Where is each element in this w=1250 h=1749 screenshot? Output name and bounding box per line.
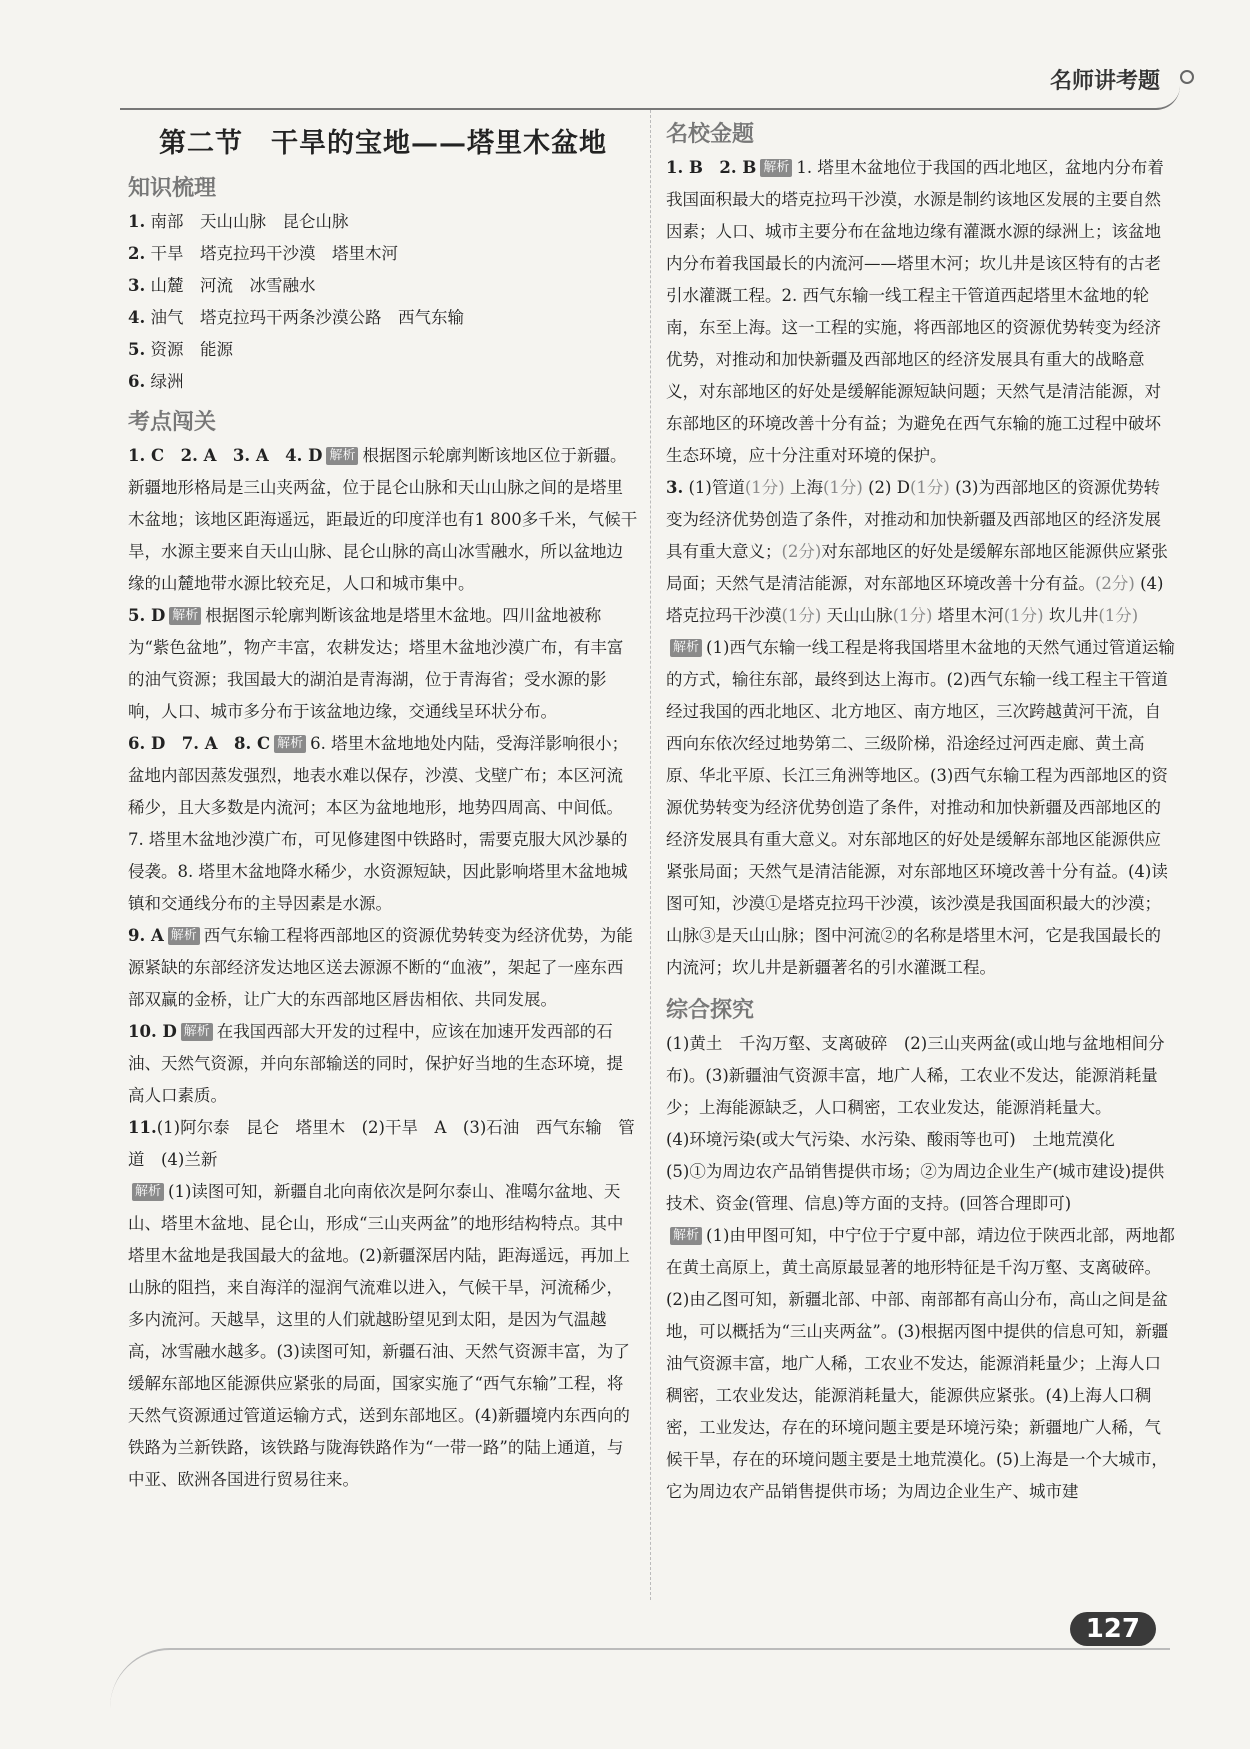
- section-heading-knowledge: 知识梳理: [128, 175, 217, 201]
- list-item: 3. 山麓 河流 冰雪融水: [128, 276, 316, 295]
- footer-curve: [110, 1648, 1170, 1710]
- answer-block-zonghe-1: (1)黄土 千沟万壑、支离破碎 (2)三山夹两盆(或山地与盆地相间分布)。(3)新疆油气资源丰富，地广人稀，工农业不发达，能源消耗量少；上海能源缺乏，人口稠密，工农业发达，能源消耗量大。: [666, 1034, 1165, 1117]
- column-divider: [650, 110, 651, 1600]
- analysis-tag: 解析: [181, 1023, 213, 1041]
- list-item: 2. 干旱 塔克拉玛干沙漠 塔里木河: [128, 244, 398, 263]
- analysis-block-zonghe: 解析 (1)由甲图可知，中宁位于宁夏中部，靖边位于陕西北部，两地都在黄土高原上，黄土高原最显著的地形特征是千沟万壑、支离破碎。(2)由乙图可知，新疆北部、中部、南部都有高山分布，高山之间是盆地，可以概括为“三山夹两盆”。(3)根据丙图中提供的信息可知，新疆油气资源丰富，地广人稀，工农业不发达，能源消耗量少；上海人口稠密，工农业发达，能源消耗量大，能源供应紧张。(4)上海人口稠密，工业发达，存在的环境问题主要是环境污染；新疆地广人稀，气候干旱，存在的环境问题主要是土地荒漠化。(5)上海是一个大城市，它为周边农产品销售提供市场；为周边企业生产、城市建: [666, 1226, 1175, 1501]
- answer-block-11: 11.(1)阿尔泰 昆仑 塔里木 (2)干旱 A (3)石油 西气东输 管道 (4)兰新: [128, 1118, 635, 1169]
- answer-block-9: 9. A 解析 西气东输工程将西部地区的资源优势转变为经济优势，为能源紧缺的东部经济发达地区送去源源不断的“血液”，架起了一座东西部双赢的金桥，让广大的东西部地区唇齿相依、共同发展。: [128, 926, 633, 1009]
- section-heading-mingxiao: 名校金题: [666, 121, 755, 147]
- analysis-tag: 解析: [760, 159, 792, 177]
- left-column: [128, 118, 638, 1496]
- list-item: 4. 油气 塔克拉玛干两条沙漠公路 西气东输: [128, 308, 464, 327]
- analysis-tag: 解析: [670, 1227, 702, 1245]
- knowledge-list: [128, 206, 638, 398]
- page-number-badge: [1040, 1612, 1170, 1652]
- answer-block-1-4: 1. C 2. A 3. A 4. D 解析 根据图示轮廓判断该地区位于新疆。新疆地形格局是三山夹两盆，位于昆仑山脉和天山山脉之间的是塔里木盆地；该地区距海遥远，距最近的印度洋也有1 800多千米，气候干旱，水源主要来自天山山脉、昆仑山脉的高山冰雪融水，所以盆地边缘的山麓地带水源比较充足，人口和城市集中。: [128, 446, 638, 593]
- analysis-block-3: 解析 (1)西气东输一线工程是将我国塔里木盆地的天然气通过管道运输的方式，输往东部，最终到达上海市。(2)西气东输一线工程主干管道经过我国的西北地区、北方地区、南方地区，三次跨越黄河干流，自西向东依次经过地势第二、三级阶梯，沿途经过河西走廊、黄土高原、华北平原、长江三角洲等地区。(3)西气东输工程为西部地区的资源优势转变为经济优势创造了条件，对推动和加快新疆及西部地区的经济发展具有重大意义。对东部地区的好处是缓解东部地区能源供应紧张局面；天然气是清洁能源，对东部地区环境改善十分有益。(4)读图可知，沙漠①是塔克拉玛干沙漠，该沙漠是我国面积最大的沙漠；山脉③是天山山脉；图中河流②的名称是塔里木河，它是我国最长的内流河；坎儿井是新疆著名的引水灌溉工程。: [666, 638, 1175, 977]
- list-item: 1. 南部 天山山脉 昆仑山脉: [128, 212, 349, 231]
- right-column: [666, 118, 1176, 1508]
- section-heading-zonghe: 综合探究: [666, 997, 755, 1023]
- analysis-tag: 解析: [326, 447, 358, 465]
- analysis-tag: 解析: [132, 1183, 164, 1201]
- analysis-tag: 解析: [274, 735, 306, 753]
- answer-block-zonghe-4: (4)环境污染(或大气污染、水污染、酸雨等也可) 土地荒漠化: [666, 1130, 1115, 1149]
- list-item: 6. 绿洲: [128, 372, 184, 391]
- page-number: 127: [1070, 1612, 1156, 1646]
- answer-block-10: 10. D 解析 在我国西部大开发的过程中，应该在加速开发西部的石油、天然气资源，并向东部输送的同时，保护好当地的生态环境，提高人口素质。: [128, 1022, 623, 1105]
- answer-block-3: 3. (1)管道(1分) 上海(1分) (2) D(1分) (3)为西部地区的资源优势转变为经济优势创造了条件，对推动和加快新疆及西部地区的经济发展具有重大意义；(2分)对东部地区的好处是缓解东部地区能源供应紧张局面；天然气是清洁能源，对东部地区环境改善十分有益。(2分) (4)塔克拉玛干沙漠(1分) 天山山脉(1分) 塔里木河(1分) 坎儿井(1分): [666, 478, 1168, 625]
- analysis-tag: 解析: [168, 927, 200, 945]
- section-heading-kaodian: 考点闯关: [128, 409, 217, 435]
- answer-block-1-2: 1. B 2. B 解析 1. 塔里木盆地位于我国的西北地区，盆地内分布着我国面积最大的塔克拉玛干沙漠，水源是制约该地区发展的主要自然因素；人口、城市主要分布在盆地边缘有灌溉水源的绿洲上；该盆地内分布着我国最长的内流河——塔里木河；坎儿井是该区特有的古老引水灌溉工程。2. 西气东输一线工程主干管道西起塔里木盆地的轮南，东至上海。这一工程的实施，将西部地区的资源优势转变为经济优势，对推动和加快新疆及西部地区的经济发展具有重大的战略意义，对东部地区的好处是缓解能源短缺问题；天然气是清洁能源，对东部地区的环境改善十分有益；为避免在西气东输的施工过程中破坏生态环境，应十分注重对环境的保护。: [666, 158, 1164, 465]
- chapter-title: 第二节 干旱的宝地——塔里木盆地: [159, 128, 607, 159]
- answer-block-6-8: 6. D 7. A 8. C 解析 6. 塔里木盆地地处内陆，受海洋影响很小；盆地内部因蒸发强烈，地表水难以保存，沙漠、戈壁广布；本区河流稀少，且大多数是内流河；本区为盆地地形，地势四周高、中间低。7. 塔里木盆地沙漠广布，可见修建图中铁路时，需要克服大风沙暴的侵袭。8. 塔里木盆地降水稀少，水资源短缺，因此影响塔里木盆地城镇和交通线分布的主导因素是水源。: [128, 734, 629, 913]
- analysis-tag: 解析: [670, 639, 702, 657]
- header-rule: [120, 86, 1180, 110]
- header-circle-icon: [1180, 70, 1194, 84]
- answer-block-5: 5. D 解析 根据图示轮廓判断该盆地是塔里木盆地。四川盆地被称为“紫色盆地”，物产丰富，农耕发达；塔里木盆地沙漠广布，有丰富的油气资源；我国最大的湖泊是青海湖，位于青海省；受水源的影响，人口、城市多分布于该盆地边缘，交通线呈环状分布。: [128, 606, 624, 721]
- header-title: 名师讲考题: [1049, 68, 1160, 94]
- analysis-tag: 解析: [169, 607, 201, 625]
- answer-block-zonghe-5: (5)①为周边农产品销售提供市场；②为周边企业生产(城市建设)提供技术、资金(管理、信息)等方面的支持。(回答合理即可): [666, 1162, 1165, 1213]
- analysis-block-11: 解析 (1)读图可知，新疆自北向南依次是阿尔泰山、准噶尔盆地、天山、塔里木盆地、昆仑山，形成“三山夹两盆”的地形结构特点。其中塔里木盆地是我国最大的盆地。(2)新疆深居内陆，距海遥远，再加上山脉的阻挡，来自海洋的湿润气流难以进入，气候干旱，河流稀少，多内流河。天越旱，这里的人们就越盼望见到太阳，是因为气温越高，冰雪融水越多。(3)读图可知，新疆石油、天然气资源丰富，为了缓解东部地区能源供应紧张的局面，国家实施了“西气东输”工程，将天然气资源通过管道运输方式，送到东部地区。(4)新疆境内东西向的铁路为兰新铁路，该铁路与陇海铁路作为“一带一路”的陆上通道，与中亚、欧洲各国进行贸易往来。: [128, 1182, 630, 1489]
- list-item: 5. 资源 能源: [128, 340, 233, 359]
